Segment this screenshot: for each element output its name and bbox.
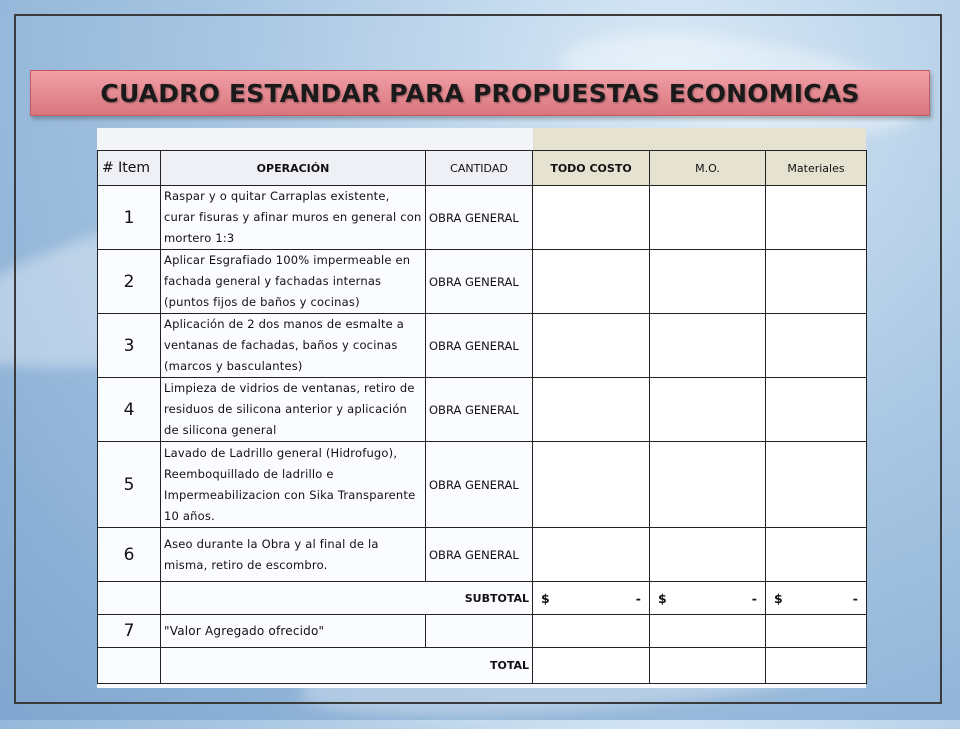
total-materiales — [766, 648, 867, 684]
row-operacion: Aplicación de 2 dos manos de esmalte a ventanas de fachadas, baños y cocinas (marcos y basculantes) — [161, 314, 426, 378]
cell-todo-costo[interactable] — [533, 442, 650, 528]
row-number: 4 — [98, 378, 161, 442]
table-row — [98, 186, 867, 250]
subtotal-row — [98, 582, 867, 615]
cell-todo-costo[interactable] — [533, 378, 650, 442]
header-materiales: Materiales — [766, 151, 867, 186]
page-title: CUADRO ESTANDAR PARA PROPUESTAS ECONOMICAS — [100, 78, 860, 108]
subtotal-materiales: $ - — [766, 582, 867, 615]
total-row — [98, 648, 867, 684]
row-number: 2 — [98, 250, 161, 314]
table-row — [98, 442, 867, 528]
cell-todo-costo[interactable] — [533, 186, 650, 250]
table-row — [98, 615, 867, 648]
cell-mo[interactable] — [650, 250, 766, 314]
cell-materiales[interactable] — [766, 186, 867, 250]
cell-mo[interactable] — [650, 615, 766, 648]
row-operacion: Limpieza de vidrios de ventanas, retiro de residuos de silicona anterior y aplicación de silicona general — [161, 378, 426, 442]
proposal-table — [97, 150, 867, 684]
table-row — [98, 314, 867, 378]
row-operacion: Aplicar Esgrafiado 100% impermeable en fachada general y fachadas internas (puntos fijos de baños y cocinas) — [161, 250, 426, 314]
row-cantidad[interactable] — [426, 615, 533, 648]
table-header-row — [98, 151, 867, 186]
proposal-table-container — [97, 128, 866, 688]
cell-todo-costo[interactable] — [533, 314, 650, 378]
table-row — [98, 378, 867, 442]
row-operacion: Raspar y o quitar Carraplas existente, curar fisuras y afinar muros en general con mortero 1:3 — [161, 186, 426, 250]
row-operacion: Aseo durante la Obra y al final de la misma, retiro de escombro. — [161, 528, 426, 582]
cell-materiales[interactable] — [766, 615, 867, 648]
row-number: 7 — [98, 615, 161, 648]
cell-mo[interactable] — [650, 378, 766, 442]
cell-todo-costo[interactable] — [533, 615, 650, 648]
cell-mo[interactable] — [650, 528, 766, 582]
row-operacion: Lavado de Ladrillo general (Hidrofugo), Reemboquillado de ladrillo e Impermeabilizacion con Sika Transparente 10 años. — [161, 442, 426, 528]
subtotal-label: SUBTOTAL — [161, 582, 533, 615]
title-banner — [30, 70, 930, 116]
row-cantidad: OBRA GENERAL — [426, 528, 533, 582]
row-cantidad: OBRA GENERAL — [426, 314, 533, 378]
table-row — [98, 250, 867, 314]
row-cantidad: OBRA GENERAL — [426, 186, 533, 250]
header-operacion: OPERACIÓN — [161, 151, 426, 186]
header-todo-costo: TODO COSTO — [533, 151, 650, 186]
cell-todo-costo[interactable] — [533, 528, 650, 582]
row-number: 5 — [98, 442, 161, 528]
row-cantidad: OBRA GENERAL — [426, 442, 533, 528]
cell-materiales[interactable] — [766, 442, 867, 528]
row-number: 3 — [98, 314, 161, 378]
row-operacion: "Valor Agregado ofrecido" — [161, 615, 426, 648]
cell-materiales[interactable] — [766, 250, 867, 314]
cell-materiales[interactable] — [766, 378, 867, 442]
cell-materiales[interactable] — [766, 528, 867, 582]
subtotal-todo-costo: $ - — [533, 582, 650, 615]
row-cantidad: OBRA GENERAL — [426, 378, 533, 442]
header-item: # Item — [98, 151, 161, 186]
row-cantidad: OBRA GENERAL — [426, 250, 533, 314]
cell-mo[interactable] — [650, 442, 766, 528]
total-mo — [650, 648, 766, 684]
header-mo: M.O. — [650, 151, 766, 186]
cell-mo[interactable] — [650, 314, 766, 378]
header-cantidad: CANTIDAD — [426, 151, 533, 186]
table-top-strip — [97, 128, 866, 150]
row-number: 6 — [98, 528, 161, 582]
table-row — [98, 528, 867, 582]
total-label: TOTAL — [161, 648, 533, 684]
row-number: 1 — [98, 186, 161, 250]
cell-mo[interactable] — [650, 186, 766, 250]
total-todo-costo — [533, 648, 650, 684]
cell-materiales[interactable] — [766, 314, 867, 378]
cell-todo-costo[interactable] — [533, 250, 650, 314]
subtotal-mo: $ - — [650, 582, 766, 615]
